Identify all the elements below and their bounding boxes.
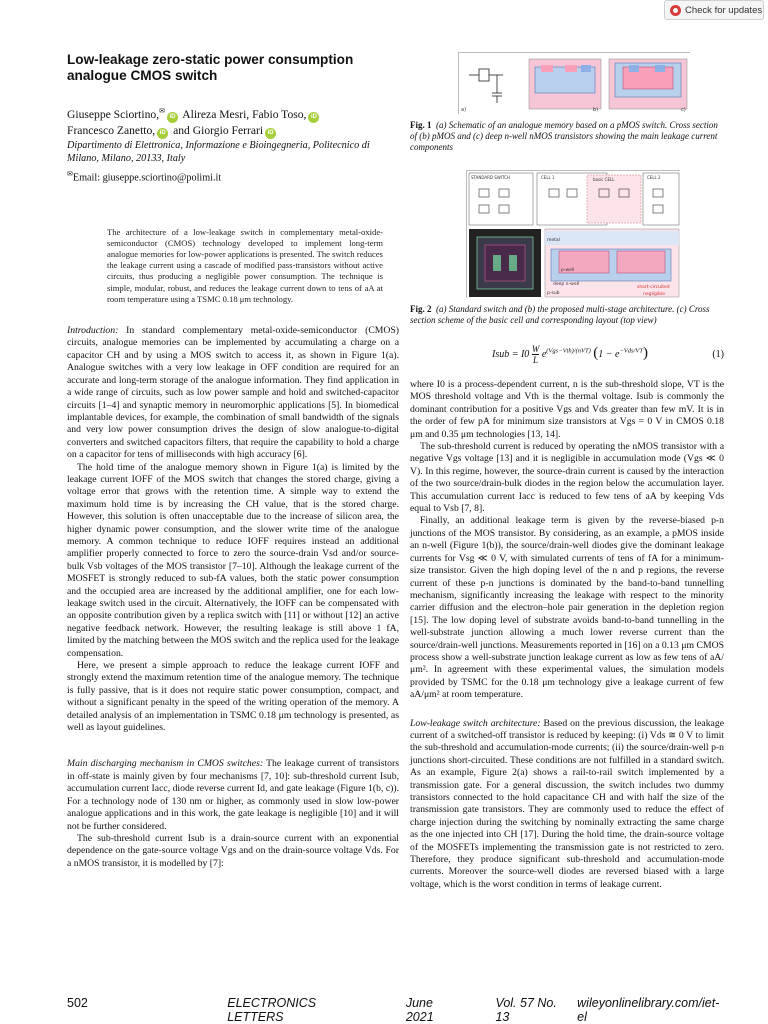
fig2-pwell-label: p-well bbox=[561, 267, 575, 273]
eq-lhs: Isub = I0 bbox=[492, 348, 530, 360]
figure-2 bbox=[466, 170, 680, 298]
envelope-icon: ✉ bbox=[159, 107, 165, 115]
eq-num: W bbox=[531, 344, 540, 355]
architecture-section bbox=[410, 718, 724, 892]
fig2-basic-label: basic CELL bbox=[593, 176, 615, 182]
right-column-text bbox=[410, 379, 724, 702]
orcid-icon[interactable]: iD bbox=[157, 128, 168, 139]
abstract: The architecture of a low-leakage switch in complementary metal-oxide-semiconductor (CMOS) technology developed to implement long-term analogue memories for low-power applications is presented. The switch reduces the leakage current using a cascade of modified pass-transistors without active circuits, thus producing a negligible power consumption. The technique is simple, modular, robust, and reduces the leakage current down to tens of aA at room temperature using a TSMC 0.18 μm technology. bbox=[107, 226, 383, 304]
figure-2-label: Fig. 2 bbox=[410, 303, 432, 314]
figure-1-label: Fig. 1 bbox=[410, 120, 432, 130]
email-text[interactable]: Email: giuseppe.sciortino@polimi.it bbox=[72, 172, 222, 184]
figure-1-graphic bbox=[459, 53, 691, 115]
mechanism-section bbox=[67, 758, 399, 870]
figure-1-caption bbox=[410, 120, 724, 154]
eq-exp-2: −Vds/VT bbox=[619, 347, 643, 355]
author-line-1a: Giuseppe Sciortino, bbox=[67, 107, 160, 121]
figure-1-text: (a) Schematic of an analogue memory based on a pMOS switch. Cross section of (b) pMOS and (c) deep n-well nMOS transistors showing the main leakage current components bbox=[410, 120, 718, 153]
svg-text:b): b) bbox=[593, 107, 599, 113]
eq-exp-1: (Vgs−Vth)/(nVT) bbox=[546, 347, 591, 355]
check-updates-label: Check for updates bbox=[685, 4, 763, 16]
equation-1 bbox=[410, 344, 724, 365]
author-line-1b: Alireza Mesri, Fabio Toso, bbox=[179, 107, 307, 121]
svg-text:c): c) bbox=[681, 107, 686, 113]
intro-paragraph-3: Here, we present a simple approach to reduce the leakage current IOFF and strongly extend the maximum retention time of the analogue memory. The technique is fully passive, that is it does not require static power consumption, compact, and without a significant penalty in the speed of the writing operation of the memory. A detailed analysis of an implementation in TSMC 0.18 μm technology is presented, as well as layout guidelines. bbox=[67, 660, 399, 734]
check-for-updates-button[interactable] bbox=[664, 0, 764, 20]
intro-text-1: In standard complementary metal-oxide-semiconductor (CMOS) circuits, analogue memories can be implemented by accumulating a charge on a capacitor CH and by using a MOS switch to access it, as shown in Figure 1(a). Analogue switches with a very low leakage in OFF condition are required for an accurate and long-term storage of the analogue information. They find application in a wide range of circuits, such as low power sample and hold and switched-capacitor circuits [1–4] and synaptic memory in neuromorphic applications [5]. In biomedical implantable devices, for example, the combination of small bandwidth of the signals and very low power consumption drives the design of slow analogue-to-digital converters and switched capacitors filters, that require the capability to hold a charge on a capacitor for tens of milliseconds with high accuracy [6]. bbox=[67, 325, 400, 461]
fig2-cell1-label: CELL 1 bbox=[541, 174, 555, 180]
crossmark-icon bbox=[670, 5, 681, 16]
section-heading: Low-leakage switch architecture: bbox=[410, 717, 541, 729]
fig2-std-label: STANDARD SWITCH bbox=[471, 174, 510, 180]
eq-fraction bbox=[532, 344, 540, 365]
orcid-icon[interactable]: iD bbox=[308, 112, 319, 123]
email-line bbox=[67, 168, 399, 184]
figure-1 bbox=[458, 52, 690, 114]
right-paragraph-3: Finally, an additional leakage term is given by the reverse-biased p-n junctions of the MOS transistor. By considering, as an example, a pMOS inside an n-well (Figure 1(b)), the source/drain-well diodes give the dominant leakage currents for Vsg ≪ 0 V, with simulated currents of tens of fA for a minimum-size transistor. Given the high doping level of the n and p regions, the reverse current of these p-n junctions is dominated by the band-to-band tunnelling mechanism, significantly increasing the leakage with respect to the minority carrier diffusion and the electron–hole pair generation in the depletion region [15]. The low doping level of substrate avoids band-to-band tunnelling in the well-substrate junction allowing a much lower reverse current than the source/drain-well junctions. Measurements reported in [16] on a 0.13 μm CMOS process show a well-substrate junction leakage current as low as few tens of aA/μm². In agreement with these experimental values, the simulation models provided by TSMC for the 0.18 μm technology give a leakage current of few aA/μm² at room temperature. bbox=[410, 515, 724, 701]
author-list bbox=[67, 104, 399, 139]
envelope-icon: ✉ bbox=[67, 170, 73, 179]
mechanism-paragraph-1 bbox=[67, 758, 399, 832]
right-paragraph-2: The sub-threshold current is reduced by operating the nMOS transistor with a negative Vgs voltage [13] and it is negligible in accumulation mode (Vgs ≪ 0 V). In this regime, however, the source-drain current is caused by the interaction of the two source/drain-bulk diodes in the region below the accumulation layer. This accumulation current Iacc is reduced to few tens of aA by keeping Vds equal to Vsb [7, 8]. bbox=[410, 441, 724, 515]
journal-name: ELECTRONICS LETTERS bbox=[227, 996, 317, 1024]
page-number: 502 bbox=[67, 996, 88, 1010]
architecture-paragraph bbox=[410, 718, 724, 892]
fig2-dnw-label: deep n-well bbox=[553, 281, 580, 287]
intro-paragraph-2: The hold time of the analogue memory shown in Figure 1(a) is limited by the leakage current IOFF of the MOS switch that changes the stored charge, giving a voltage error that grows with the retention time. A simple way to extend the maximum hold time is by increasing the CH value, that is the stored charge. However, this solution is often unacceptable due to the increase of silicon area, the higher dynamic power consumption, and the slower write time of the analogue memory. A common technique to reduce IOFF requires instead an additional amplifier properly connected to force to zero the source-drain Vsd and/or source-bulk Vsb voltages of the MOS transistor [7–10]. Although the leakage current of the MOSFET is strongly reduced to sub-fA values, both the static power consumption and the occupied area are increased by the additional amplifier, one for each low-leakage switch used in the circuit. Alternatively, the IOFF can be compensated with an opposite contribution given by a replica switch with [11] or without [12] an active negative feedback network. However, the resulting leakage is still above 1 fA, limited by the matching between the MOS switch and the replica used for the leakage compensation. bbox=[67, 461, 399, 659]
fig2-psub-label: p-sub bbox=[547, 290, 560, 296]
eq-den: L bbox=[533, 355, 539, 366]
mechanism-paragraph-2: The sub-threshold current Isub is a drain-source current with an exponential dependence on the gate-source voltage Vgs and on the drain-source voltage Vds. For a nMOS transistor, it is modelled by [7]: bbox=[67, 832, 399, 869]
eq-paren: 1 − e bbox=[598, 348, 620, 360]
author-line-2a: Francesco Zanetto, bbox=[67, 123, 156, 137]
architecture-text: Based on the previous discussion, the leakage current of a switched-off transistor is reduced by keeping: (i) Vds ≅ 0 V to limit the sub-threshold and accumulation-mode currents; (ii) the source/drain-well p-n junctions short-circuited. These conditions are not fulfilled in a standard switch. As an example, Figure 2(a) shows a rail-to-rail switch implemented by a transmission gate. For a general discussion, the switch includes two dummy transistors connected to the hold capacitance CH and with half the size of the transmission gate transistors. They are commonly used to reduce the effect of charge injection during the switching by nominally extracting the same charge as the one injected into CH [17]. During the hold time, the drain-source voltage of the MOSFETs implementing the transmission gate is not restricted to zero. Therefore, they produce significant sub-threshold and accumulation-mode currents. Moreover the source-well diodes are reversed biased with a large voltage, which is the worst condition in terms of leakage current. bbox=[410, 717, 724, 890]
orcid-icon[interactable]: iD bbox=[265, 128, 276, 139]
section-heading: Main discharging mechanism in CMOS switches: bbox=[67, 758, 264, 770]
orcid-icon[interactable]: iD bbox=[167, 112, 178, 123]
issue-date: June 2021 bbox=[405, 996, 434, 1024]
equation-number: (1) bbox=[712, 349, 724, 361]
fig2-short-label: short-circuited bbox=[637, 284, 670, 290]
figure-2-text: (a) Standard switch and (b) the proposed multi-stage architecture. (c) Cross section scheme of the basic cell and corresponding layout (top view) bbox=[410, 303, 710, 325]
right-column bbox=[410, 52, 724, 891]
journal-url[interactable]: wileyonlinelibrary.com/iet-el bbox=[577, 996, 720, 1024]
mechanism-text-1: The leakage current of transistors in off-state is mainly given by four mechanisms [7, 10]: sub-threshold current Isub, accumulation current Iacc, diode reverse current Id, and gate leakage (Figure 1(b, c)). For a technology node of 130 nm or higher, as commonly used in slow low-power analogue applications and in this work, the gate leakage is negligible [10] and it will not be further considered. bbox=[67, 758, 400, 832]
page-footer bbox=[67, 996, 727, 1024]
figure-2-graphic bbox=[467, 171, 681, 299]
right-paragraph-1: where I0 is a process-dependent current, n is the sub-threshold slope, VT is the MOS threshold voltage and Vth is the thermal voltage. Isub is commonly the dominant contribution for a positive Vgs and Vds greater than few mV. It is in the order of few pA for minimum size transistors at Vgs = 0 V in CMOS 0.18 μm and 0.35 μm technologies [13, 14]. bbox=[410, 379, 724, 440]
figure-2-caption bbox=[410, 304, 724, 326]
intro-paragraph-1 bbox=[67, 325, 399, 461]
left-column bbox=[67, 52, 399, 870]
fig2-metal-label: metal bbox=[547, 237, 560, 243]
volume-info: Vol. 57 No. 13 bbox=[495, 996, 557, 1024]
affiliation: Dipartimento di Elettronica, Informazione e Bioingegneria, Politecnico di Milano, Milano, 20133, Italy bbox=[67, 139, 370, 165]
equation-formula: Isub = I0 $\frac{W}{L}$ $e^{(Vgs-Vth)/(nVT)}$ $(1 - e^{-Vds/VT})$ bbox=[492, 344, 648, 366]
section-heading: Introduction: bbox=[67, 325, 119, 337]
paper-title: Low-leakage zero-static power consumption analogue CMOS switch bbox=[67, 52, 354, 83]
introduction-section bbox=[67, 325, 399, 734]
svg-text:a): a) bbox=[461, 107, 467, 113]
fig2-cell2-label: CELL 2 bbox=[647, 174, 661, 180]
author-line-2b: and Giorgio Ferrari bbox=[170, 123, 264, 137]
fig2-negl-label: negligible bbox=[643, 291, 665, 297]
